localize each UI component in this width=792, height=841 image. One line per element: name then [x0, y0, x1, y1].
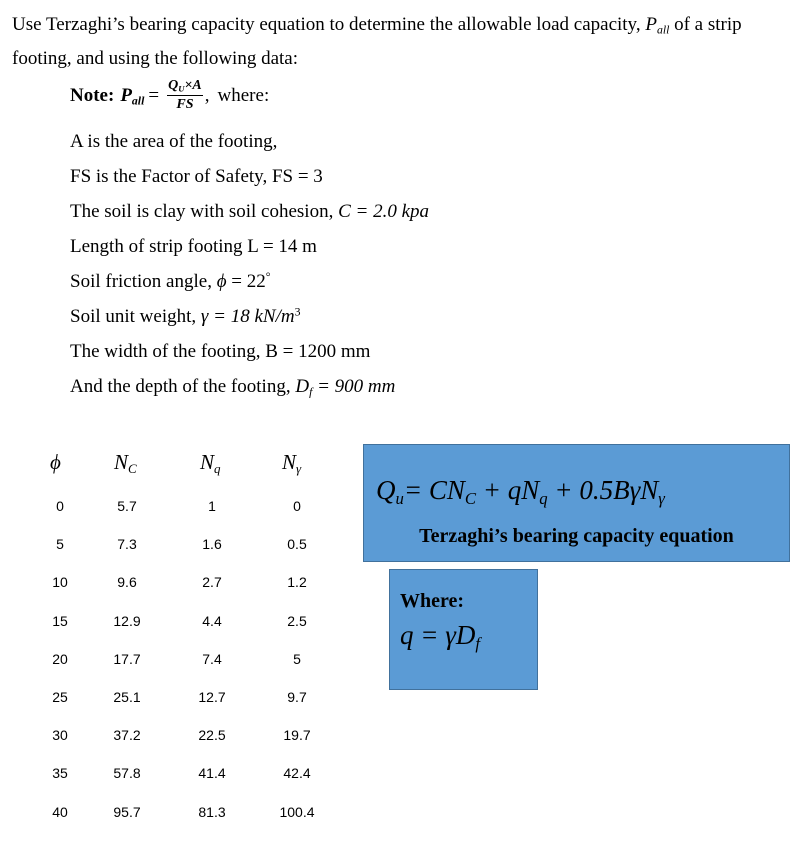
- cell-nq: 1.6: [202, 536, 222, 553]
- depth-symbol: $D_f$: [295, 376, 313, 399]
- where-label: Where:: [400, 590, 465, 612]
- cell-ngamma: 9.7: [287, 689, 307, 705]
- intro-text-after: of a strip footing, and using the following data:: [12, 14, 742, 69]
- table-row: [0, 534, 350, 554]
- cell-ngamma: 0.5: [287, 536, 307, 553]
- given-fs: FS is the Factor of Safety, FS = 3: [70, 166, 323, 187]
- cell-nq: 41.4: [198, 765, 226, 782]
- header-nc: $N_C$: [114, 450, 137, 476]
- given-length: Length of strip footing L = 14 m: [70, 236, 317, 257]
- equation-caption: Terzaghi’s bearing capacity equation: [419, 525, 734, 547]
- cell-nc: 57.8: [113, 765, 141, 782]
- surcharge-equation: $q = \gamma D_f$: [400, 620, 481, 654]
- fraction-numerator: $Q_U\times A$: [167, 78, 203, 96]
- cell-nc: 5.7: [117, 498, 137, 514]
- note-formula: [70, 78, 269, 113]
- cell-nc: 95.7: [113, 803, 141, 820]
- cell-phi: 10: [52, 574, 68, 591]
- cell-ngamma: 1.2: [287, 574, 307, 591]
- header-phi: ϕ: [50, 450, 61, 474]
- cell-nq: 4.4: [202, 612, 222, 629]
- fraction-denominator: FS: [176, 97, 194, 112]
- cell-phi: 30: [52, 727, 68, 744]
- header-ngamma: $N_\gamma$: [282, 450, 302, 476]
- table-row: [0, 725, 350, 745]
- gamma-symbol: γ: [200, 306, 209, 327]
- cell-ngamma: 19.7: [283, 727, 311, 744]
- given-area: A is the area of the footing,: [70, 131, 278, 152]
- given-width: The width of the footing, B = 1200 mm: [70, 341, 371, 362]
- note-lhs: $P_{all}$: [120, 85, 145, 108]
- table-row: [0, 572, 350, 592]
- equation-box: [363, 444, 790, 562]
- cohesion-math: C = 2.0 kpa: [338, 201, 430, 222]
- cell-nq: 81.3: [198, 803, 226, 820]
- bearing-capacity-equation: $Q_u= CN_C + qN_q + 0.5B\gamma N_\gamma$: [376, 475, 665, 509]
- intro-text: Use Terzaghi’s bearing capacity equation to determine the allowable load capacity,: [12, 14, 641, 35]
- given-data-list: [70, 124, 429, 404]
- cell-ngamma: 42.4: [283, 765, 311, 782]
- phi-symbol: ϕ: [216, 271, 227, 292]
- table-row: [0, 496, 350, 516]
- cell-nq: 2.7: [202, 574, 222, 591]
- cell-ngamma: 2.5: [287, 612, 307, 629]
- cell-ngamma: 0: [293, 498, 301, 514]
- note-where: where:: [217, 85, 270, 106]
- pall-symbol: $P_{all}$: [645, 14, 670, 37]
- note-fraction: [167, 78, 203, 113]
- note-comma: ,: [204, 85, 210, 106]
- header-nq: $N_q$: [200, 450, 221, 476]
- where-box: [389, 569, 538, 690]
- cell-nc: 25.1: [113, 689, 141, 705]
- cell-nc: 17.7: [113, 650, 141, 667]
- cell-nq: 22.5: [198, 727, 226, 744]
- table-row: [0, 611, 350, 631]
- cell-phi: 0: [56, 498, 64, 514]
- cell-phi: 5: [56, 536, 64, 553]
- cell-nq: 12.7: [198, 689, 226, 705]
- cell-nc: 7.3: [117, 536, 137, 553]
- table-row: [0, 763, 350, 783]
- cell-ngamma: 5: [293, 650, 301, 667]
- cell-nq: 7.4: [202, 650, 222, 667]
- cell-ngamma: 100.4: [279, 803, 315, 820]
- given-friction: Soil friction angle, ϕ = 22°: [70, 270, 271, 292]
- cell-phi: 20: [52, 650, 68, 667]
- cell-phi: 40: [52, 803, 68, 820]
- note-label: Note:: [70, 85, 115, 106]
- note-equals: =: [148, 85, 160, 106]
- given-unit-weight: Soil unit weight, γ = 18 $kN/m^3$: [70, 305, 301, 327]
- cell-phi: 25: [52, 689, 68, 705]
- cell-phi: 15: [52, 612, 68, 629]
- cell-phi: 35: [52, 765, 68, 782]
- given-cohesion: The soil is clay with soil cohesion, C = 2.0 kpa: [70, 201, 430, 222]
- cell-nc: 9.6: [117, 574, 137, 591]
- table-row: [0, 802, 350, 822]
- cell-nc: 12.9: [113, 612, 141, 629]
- problem-statement: [12, 8, 782, 76]
- cell-nq: 1: [208, 498, 216, 514]
- given-depth: And the depth of the footing, $D_f = 900$ mm: [70, 376, 396, 399]
- table-row: [0, 687, 350, 707]
- table-row: [0, 649, 350, 669]
- cell-nc: 37.2: [113, 727, 141, 744]
